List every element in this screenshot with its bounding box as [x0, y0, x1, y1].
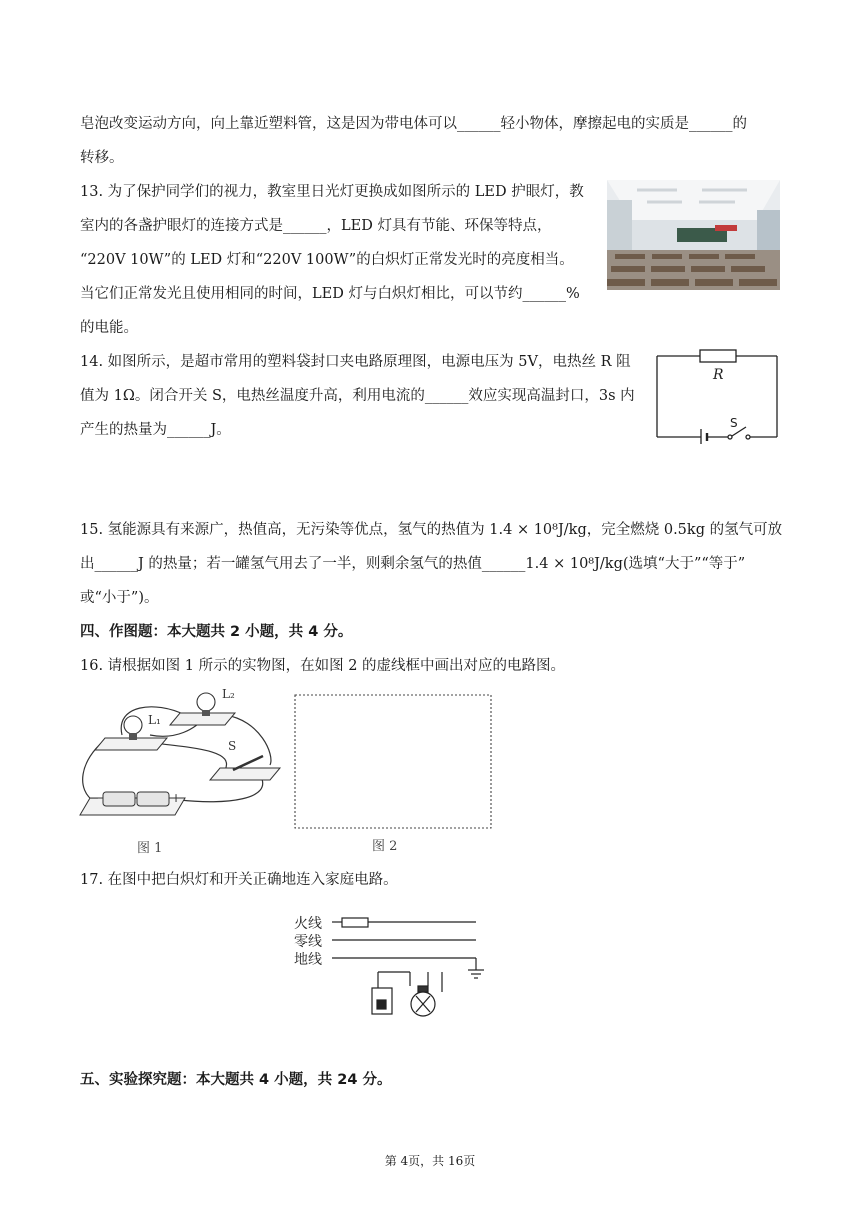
- page-footer: 第 4页，共 16页: [384, 1154, 476, 1168]
- l1-label: L₁: [148, 713, 161, 727]
- bulb-l1-icon: [124, 716, 142, 740]
- l2-label: L₂: [222, 687, 235, 701]
- q12-line-2: 转移。: [80, 150, 124, 166]
- heat-sealer-circuit: [650, 344, 785, 444]
- q13-line-4: 当它们正常发光且使用相同的时间，LED 灯与白炽灯相比，可以节约______%: [80, 286, 580, 302]
- q12-line-1: 皂泡改变运动方向，向上靠近塑料管，这是因为带电体可以______轻小物体，摩擦起电的实质是______的: [80, 116, 747, 132]
- q16-line-1: 16. 请根据如图 1 所示的实物图，在如图 2 的虚线框中画出对应的电路图。: [80, 658, 566, 674]
- q15-line-2: 出______J 的热量；若一罐氢气用去了一半，则剩余氢气的热值______1.4 × 10⁸J/kg(选填“大于”“等于”: [80, 556, 746, 572]
- q15-line-3: 或“小于”)。: [80, 590, 159, 606]
- svg-text:+: +: [171, 791, 182, 805]
- q15-line-1: 15. 氢能源具有来源广，热值高，无污染等优点，氢气的热值为 1.4 × 10⁸J/kg，完全燃烧 0.5kg 的氢气可放: [80, 522, 783, 538]
- figure-1-caption: 图 1: [137, 841, 163, 856]
- figure-2-caption: 图 2: [372, 839, 398, 854]
- ground-wire-label: 地线: [294, 952, 322, 968]
- section-4-heading: 四、作图题：本大题共 2 小题，共 4 分。: [80, 624, 353, 640]
- classroom-photo: [607, 180, 780, 290]
- svg-text:−: −: [89, 791, 100, 805]
- neutral-wire-label: 零线: [294, 934, 322, 950]
- household-circuit: [290, 908, 500, 1028]
- lamp-bulb-icon: [411, 986, 435, 1016]
- figure-1-physical-circuit: [75, 680, 285, 860]
- q17-line-1: 17. 在图中把白炽灯和开关正确地连入家庭电路。: [80, 872, 398, 888]
- switch-label: S: [730, 416, 738, 430]
- live-wire-label: 火线: [294, 916, 322, 932]
- section-5-heading: 五、实验探究题：本大题共 4 小题，共 24 分。: [80, 1072, 392, 1088]
- figure-2-dashed-box: [290, 690, 500, 858]
- q13-line-5: 的电能。: [80, 320, 138, 336]
- q14-line-2: 值为 1Ω。闭合开关 S，电热丝温度升高，利用电流的______效应实现高温封口，3s 内: [80, 388, 635, 404]
- resistor-label: R: [713, 367, 724, 383]
- q13-line-3: “220V 10W”的 LED 灯和“220V 100W”的白炽灯正常发光时的亮度相当。: [80, 252, 574, 268]
- q13-line-1: 13. 为了保护同学们的视力，教室里日光灯更换成如图所示的 LED 护眼灯，教: [80, 184, 584, 200]
- q13-line-2: 室内的各盏护眼灯的连接方式是______，LED 灯具有节能、环保等特点，: [80, 218, 552, 234]
- fuse-icon: [342, 918, 368, 927]
- switch-s-label: S: [228, 739, 237, 753]
- q14-line-3: 产生的热量为______J。: [80, 422, 231, 438]
- q14-line-1: 14. 如图所示，是超市常用的塑料袋封口夹电路原理图，电源电压为 5V，电热丝 R 阻: [80, 354, 631, 370]
